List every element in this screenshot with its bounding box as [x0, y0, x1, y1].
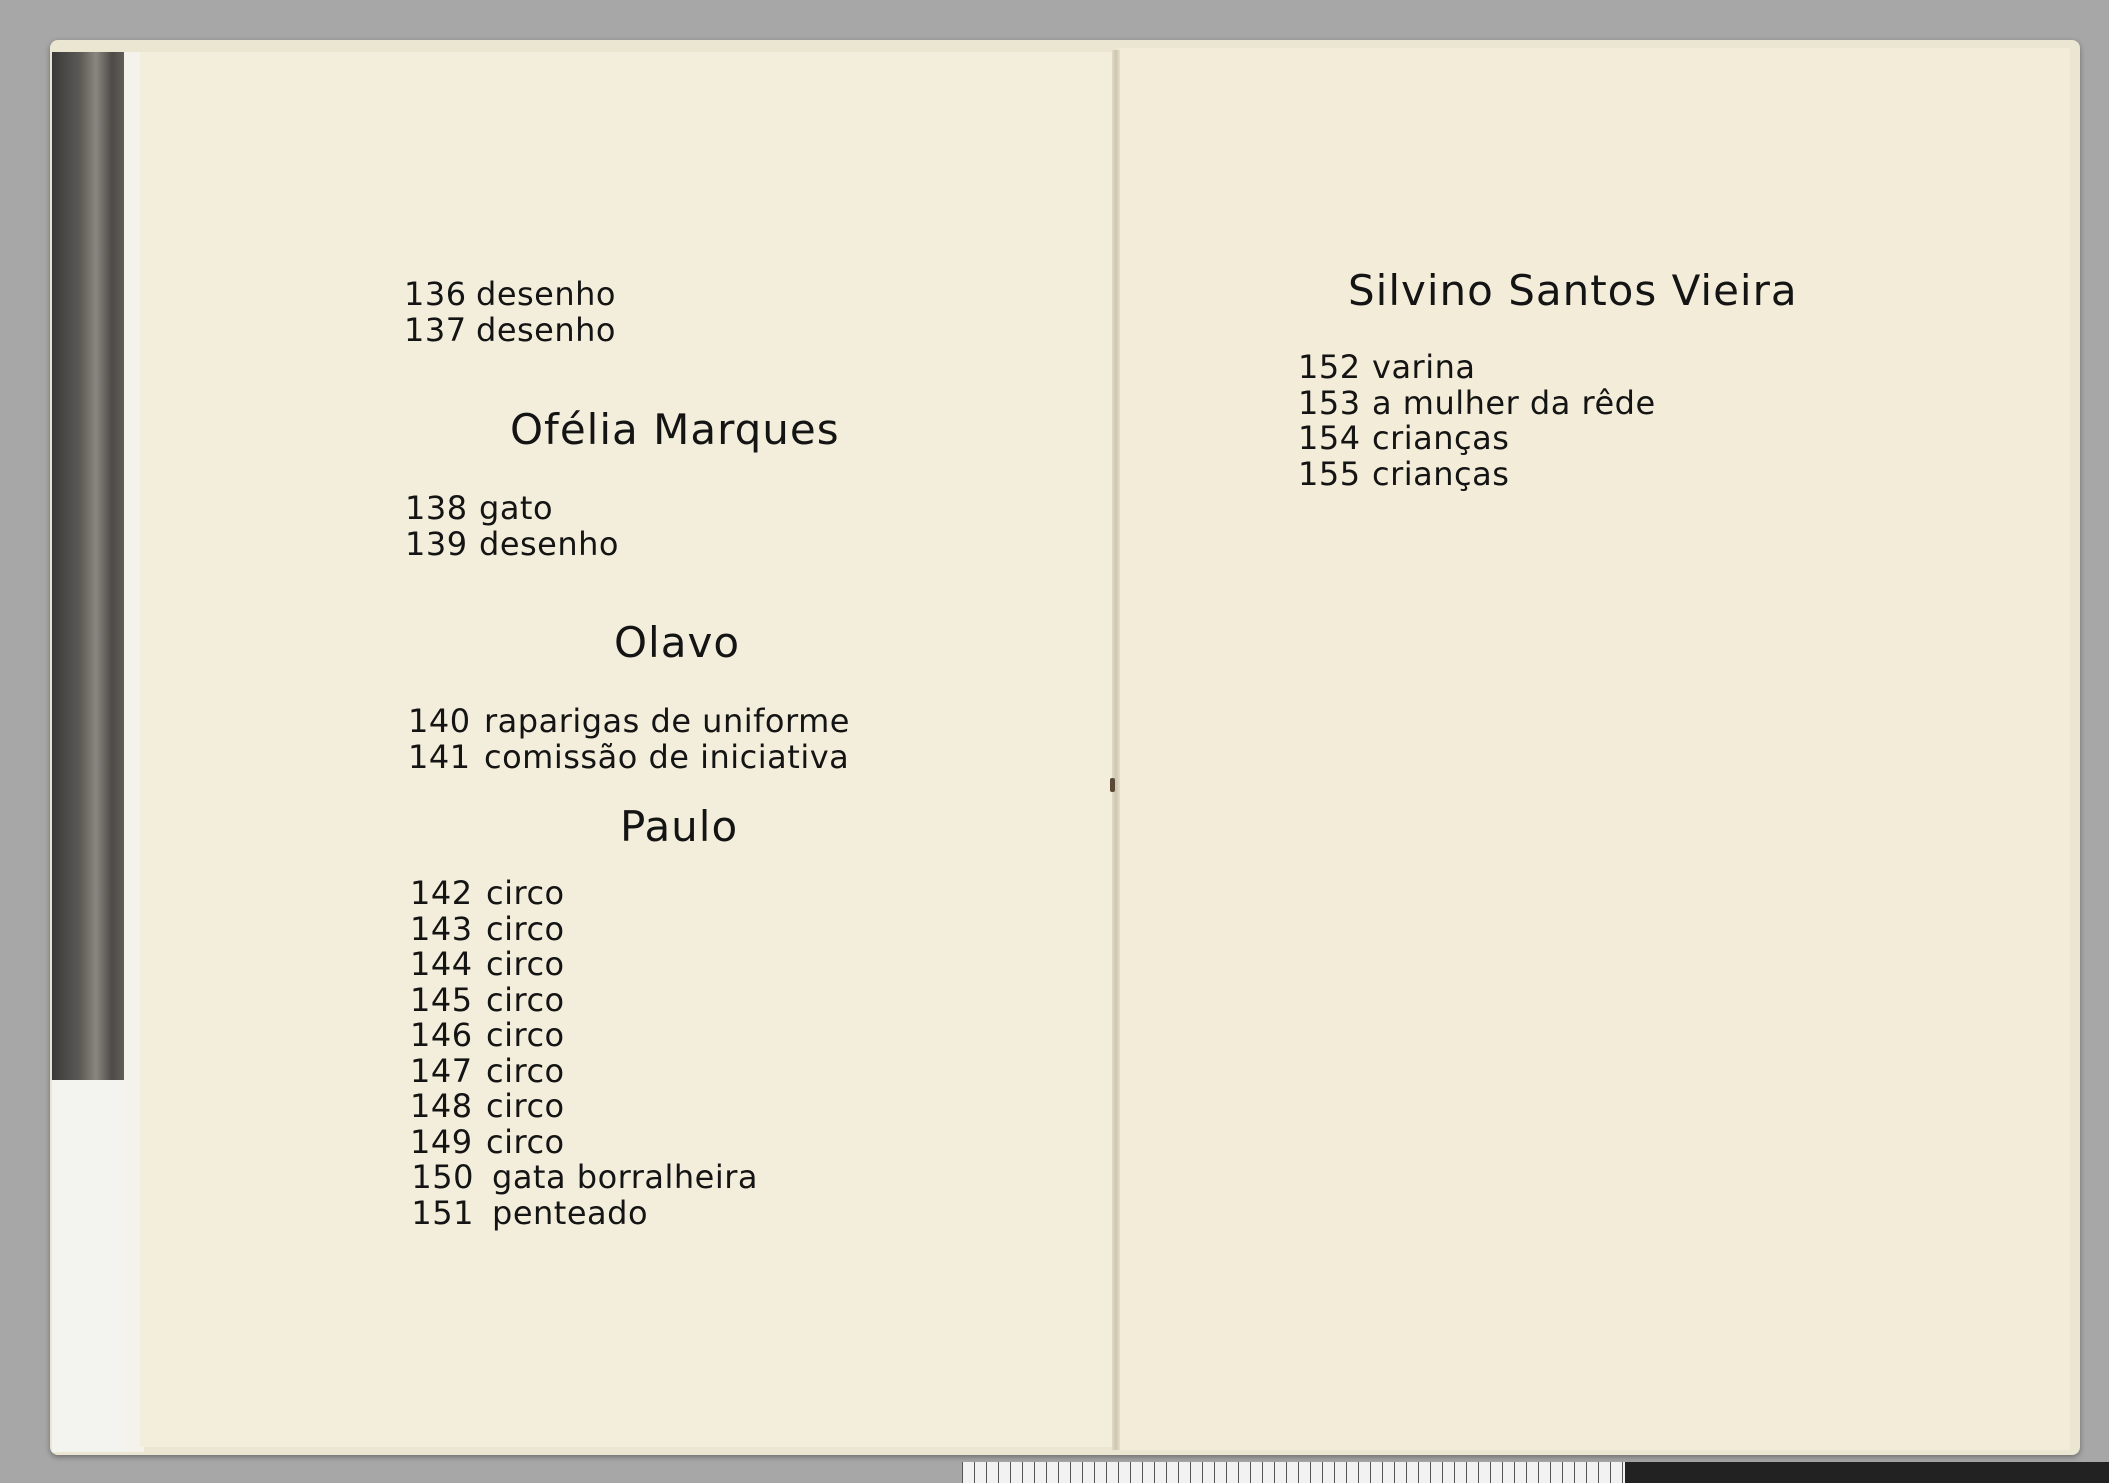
item-number: 151: [411, 1193, 474, 1232]
item-number: 139: [405, 524, 468, 563]
catalog-item: [410, 1018, 758, 1054]
right-page: [1118, 48, 2070, 1450]
item-title: a mulher da rêde: [1372, 383, 1656, 422]
item-title: desenho: [476, 275, 616, 313]
item-title: circo: [486, 909, 565, 948]
item-title: varina: [1372, 348, 1476, 386]
artist-heading: Silvino Santos Vieira: [1348, 266, 1798, 315]
cover-spine-white: [52, 1080, 124, 1452]
item-title: crianças: [1372, 454, 1510, 493]
catalog-item: [404, 277, 616, 313]
item-title: desenho: [479, 524, 619, 563]
artist-heading: Ofélia Marques: [510, 405, 840, 454]
item-title: circo: [486, 1051, 565, 1090]
item-title: circo: [486, 1087, 565, 1125]
item-title: circo: [486, 1016, 565, 1054]
catalog-section-ofelia-marques: [405, 491, 619, 562]
item-title: raparigas de uniforme: [484, 702, 850, 740]
catalog-item: [1298, 383, 1656, 422]
item-number: 141: [408, 737, 471, 776]
item-number: 146: [410, 1016, 473, 1054]
catalog-section-silvino-santos-vieira: [1298, 350, 1656, 492]
item-number: 152: [1298, 348, 1361, 386]
item-title: circo: [486, 874, 565, 912]
item-number: 142: [410, 874, 473, 912]
catalog-item: [410, 1122, 758, 1161]
scale-ruler-dark: [1625, 1462, 2109, 1483]
catalog-item: [1298, 350, 1656, 386]
item-number: 143: [410, 909, 473, 948]
catalog-item: [410, 876, 758, 912]
item-title: desenho: [476, 310, 616, 349]
item-number: 147: [410, 1051, 473, 1090]
catalog-item: [410, 909, 758, 948]
item-title: circo: [486, 980, 565, 1019]
item-number: 145: [410, 980, 473, 1019]
item-title: circo: [486, 945, 565, 983]
catalog-item: [410, 1160, 758, 1196]
item-title: gato: [479, 489, 554, 527]
catalog-item: [410, 980, 758, 1019]
item-title: comissão de iniciativa: [484, 737, 850, 776]
catalog-item: [408, 737, 850, 776]
staple-mark: [1110, 778, 1115, 792]
item-number: 148: [410, 1087, 473, 1125]
item-number: 149: [410, 1122, 473, 1161]
item-number: 153: [1298, 383, 1361, 422]
catalog-group-top: [404, 277, 616, 348]
catalog-section-paulo: [410, 876, 758, 1231]
catalog-item: [410, 1193, 758, 1232]
item-number: 154: [1298, 419, 1361, 457]
item-number: 140: [408, 702, 471, 740]
item-title: gata borralheira: [492, 1158, 759, 1196]
catalog-item: [405, 524, 619, 563]
item-number: 138: [405, 489, 468, 527]
item-number: 144: [410, 945, 473, 983]
item-title: penteado: [492, 1193, 649, 1232]
item-title: crianças: [1372, 419, 1510, 457]
catalog-item: [410, 947, 758, 983]
catalog-item: [410, 1051, 758, 1090]
catalog-item: [405, 491, 619, 527]
item-number: 136: [404, 275, 467, 313]
center-fold: [1112, 50, 1120, 1450]
item-number: 155: [1298, 454, 1361, 493]
artist-heading: Paulo: [620, 802, 739, 851]
item-number: 150: [411, 1158, 474, 1196]
item-title: circo: [486, 1122, 565, 1161]
artist-heading: Olavo: [614, 618, 741, 667]
catalog-item: [1298, 454, 1656, 493]
catalog-item: [410, 1089, 758, 1125]
catalog-section-olavo: [408, 704, 850, 775]
item-number: 137: [404, 310, 467, 349]
catalog-item: [408, 704, 850, 740]
catalog-item: [404, 310, 616, 349]
catalog-item: [1298, 421, 1656, 457]
